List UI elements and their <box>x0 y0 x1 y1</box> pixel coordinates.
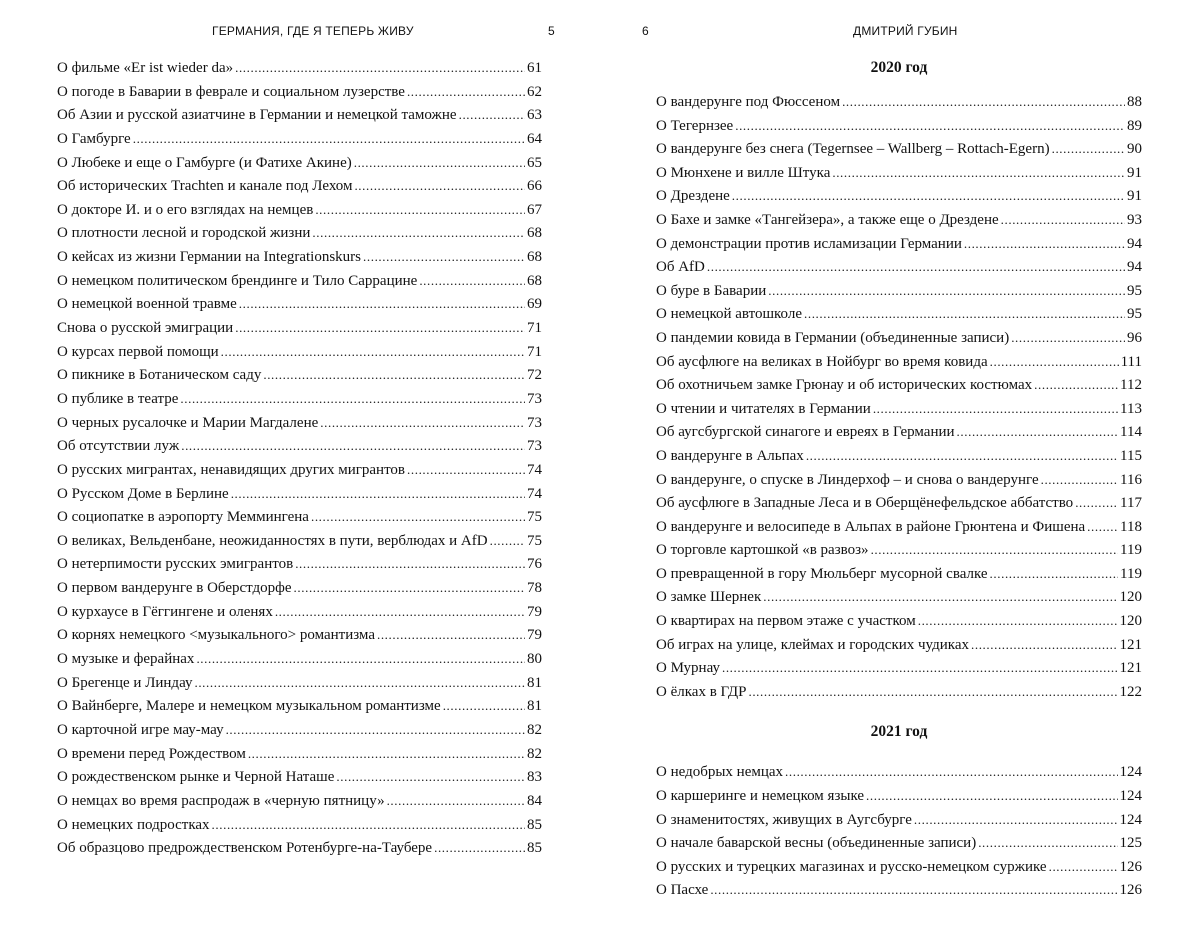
toc-entry-page: 75 <box>527 509 542 526</box>
toc-entry <box>57 103 542 127</box>
toc-entry-page: 83 <box>527 769 542 786</box>
dot-leader <box>1001 208 1125 233</box>
dot-leader <box>407 80 525 105</box>
dot-leader <box>871 538 1118 563</box>
toc-entry-title: О Бахе и замке «Тангейзера», а также еще о Дрездене <box>656 211 999 228</box>
toc-entry <box>57 221 542 245</box>
toc-entry-title: О каршеринге и немецком языке <box>656 788 865 805</box>
toc-entry-page: 121 <box>1119 636 1142 653</box>
toc-entry-page: 65 <box>527 154 542 171</box>
toc-entry-title: О начале баварской весны (объединенные записи) <box>656 835 977 852</box>
dot-leader <box>1052 137 1125 162</box>
toc-entry-page: 68 <box>527 272 542 289</box>
dot-leader <box>748 680 1117 705</box>
dot-leader <box>311 505 525 530</box>
toc-entry-page: 66 <box>527 178 542 195</box>
toc-entry <box>656 562 1142 586</box>
toc-entry-title: О карточной игре мау-мау <box>57 721 224 738</box>
toc-entry-page: 67 <box>527 201 542 218</box>
toc-entry-page: 119 <box>1120 565 1142 582</box>
toc-entry-page: 117 <box>1120 495 1142 512</box>
toc-entry-title: О Мурнау <box>656 660 720 677</box>
toc-entry-page: 126 <box>1119 858 1142 875</box>
toc-entry-page: 111 <box>1120 353 1142 370</box>
dot-leader <box>387 789 525 814</box>
toc-entry-title: Об AfD <box>656 259 705 276</box>
toc-entry-page: 81 <box>527 698 542 715</box>
right-page <box>600 0 1200 925</box>
toc-entry-title: О немецком политическом брендинге и Тило Саррацине <box>57 272 418 289</box>
toc-entry <box>656 808 1142 832</box>
toc-entry-title: О первом вандерунге в Оберстдорфе <box>57 580 292 597</box>
toc-entry <box>656 184 1142 208</box>
toc-entry <box>57 505 542 529</box>
toc-entry-title: О Дрездене <box>656 188 730 205</box>
dot-leader <box>490 529 525 554</box>
toc-entry-title: Снова о русской эмиграции <box>57 320 234 337</box>
dot-leader <box>732 184 1125 209</box>
toc-entry-page: 75 <box>527 532 542 549</box>
toc-entry-title: О музыке и ферайнах <box>57 651 195 668</box>
toc-entry <box>656 491 1142 515</box>
toc-entry-page: 114 <box>1120 424 1142 441</box>
toc-entry <box>57 387 542 411</box>
dot-leader <box>248 742 525 767</box>
dot-leader <box>235 56 525 81</box>
toc-entry-page: 90 <box>1127 141 1142 158</box>
toc-entry-page: 68 <box>527 249 542 266</box>
toc-entry <box>656 468 1142 492</box>
toc-entry-page: 94 <box>1127 259 1142 276</box>
toc-entry-page: 96 <box>1127 329 1142 346</box>
toc-entry-title: О демонстрации против исламизации Германии <box>656 235 962 252</box>
toc-entry <box>57 765 542 789</box>
toc-entry-page: 74 <box>527 461 542 478</box>
dot-leader <box>990 350 1119 375</box>
dot-leader <box>842 90 1125 115</box>
toc-entry <box>57 552 542 576</box>
toc-entry-title: О курсах первой помощи <box>57 343 219 360</box>
page-number: 6 <box>642 24 649 38</box>
toc-entry-page: 71 <box>527 343 542 360</box>
dot-leader <box>971 633 1118 658</box>
toc-entry-page: 91 <box>1127 188 1142 205</box>
dot-leader <box>785 760 1117 785</box>
dot-leader <box>336 765 525 790</box>
toc-entry <box>57 694 542 718</box>
toc-entry <box>656 161 1142 185</box>
dot-leader <box>1041 468 1118 493</box>
dot-leader <box>377 623 525 648</box>
toc-entry-title: Об аугсбургской синагоге и евреях в Германии <box>656 424 955 441</box>
toc-entry <box>57 174 542 198</box>
dot-leader <box>990 562 1119 587</box>
toc-entry <box>656 538 1142 562</box>
dot-leader <box>263 363 525 388</box>
toc-section-list <box>656 90 1142 703</box>
dot-leader <box>978 831 1117 856</box>
toc-entry-page: 72 <box>527 367 542 384</box>
dot-leader <box>354 174 525 199</box>
toc-entry-title: О кейсах из жизни Германии на Integrationskurs <box>57 249 362 266</box>
dot-leader <box>735 114 1125 139</box>
toc-entry <box>656 585 1142 609</box>
toc-entry <box>57 576 542 600</box>
toc-entry-title: О черных русалочке и Марии Магдалене <box>57 414 319 431</box>
toc-entry <box>656 855 1142 879</box>
toc-entry <box>57 292 542 316</box>
toc-entry-page: 85 <box>527 840 542 857</box>
toc-entry-page: 120 <box>1119 589 1142 606</box>
toc-entry-page: 88 <box>1127 94 1142 110</box>
dot-leader <box>275 600 525 625</box>
toc-entry <box>57 647 542 671</box>
toc-entry-title: О немецких подростках <box>57 816 210 833</box>
dot-leader <box>180 387 525 412</box>
toc-entry-title: О Пасхе <box>656 882 709 899</box>
dot-leader <box>763 585 1117 610</box>
dot-leader <box>315 198 525 223</box>
toc-entry <box>656 609 1142 633</box>
toc-section-list <box>656 760 1142 902</box>
toc-entry-title: О знаменитостях, живущих в Аугсбурге <box>656 811 912 828</box>
toc-entry <box>57 434 542 458</box>
table-of-contents <box>57 56 542 860</box>
toc-entry-title: О вандерунге под Фюссеном <box>656 94 841 110</box>
toc-entry-page: 115 <box>1120 447 1142 464</box>
toc-entry-title: О Русском Доме в Берлине <box>57 485 229 502</box>
section-heading: 2021 год <box>870 723 928 741</box>
toc-entry <box>656 515 1142 539</box>
toc-entry-title: О Брегенце и Линдау <box>57 674 193 691</box>
dot-leader <box>363 245 525 270</box>
dot-leader <box>354 151 525 176</box>
dot-leader <box>226 718 525 743</box>
toc-entry-title: О вандерунге в Альпах <box>656 447 804 464</box>
dot-leader <box>231 482 525 507</box>
toc-entry-title: О нетерпимости русских эмигрантов <box>57 556 294 573</box>
dot-leader <box>722 656 1118 681</box>
toc-entry <box>57 56 542 80</box>
dot-leader <box>707 255 1125 280</box>
dot-leader <box>1087 515 1118 540</box>
dot-leader <box>914 808 1118 833</box>
toc-entry-title: О докторе И. и о его взглядах на немцев <box>57 201 314 218</box>
dot-leader <box>804 302 1125 327</box>
toc-entry-title: О времени перед Рождеством <box>57 745 246 762</box>
toc-entry-title: Об образцово предрождественском Ротенбурге-на-Таубере <box>57 840 433 857</box>
dot-leader <box>221 340 525 365</box>
toc-entry <box>57 269 542 293</box>
toc-entry-page: 93 <box>1127 211 1142 228</box>
dot-leader <box>295 552 525 577</box>
toc-entry-title: О социопатке в аэропорту Меммингена <box>57 509 309 526</box>
toc-entry <box>656 878 1142 902</box>
toc-entry-page: 63 <box>527 107 542 124</box>
dot-leader <box>212 813 525 838</box>
toc-entry-title: Об отсутствии луж <box>57 438 180 455</box>
toc-entry <box>57 718 542 742</box>
toc-entry-page: 73 <box>527 438 542 455</box>
toc-entry-page: 113 <box>1120 400 1142 417</box>
toc-entry-page: 95 <box>1127 306 1142 323</box>
toc-entry <box>57 671 542 695</box>
toc-entry <box>57 316 542 340</box>
toc-entry <box>57 458 542 482</box>
toc-entry-title: О вандерунге и велосипеде в Альпах в районе Грюнтена и Фишена <box>656 518 1086 535</box>
toc-entry <box>57 623 542 647</box>
toc-entry-page: 79 <box>527 627 542 644</box>
toc-entry <box>656 420 1142 444</box>
dot-leader <box>196 647 525 672</box>
running-title: ГЕРМАНИЯ, ГДЕ Я ТЕПЕРЬ ЖИВУ <box>212 24 414 38</box>
dot-leader <box>866 784 1117 809</box>
toc-entry-title: О немцах во время распродаж в «черную пятницу» <box>57 792 385 809</box>
toc-entry-page: 126 <box>1119 882 1142 899</box>
toc-entry <box>57 340 542 364</box>
toc-entry-title: О пандемии ковида в Германии (объединенные записи) <box>656 329 1010 346</box>
toc-entry-page: 85 <box>527 816 542 833</box>
toc-entry-page: 69 <box>527 296 542 313</box>
dot-leader <box>443 694 525 719</box>
toc-entry <box>57 411 542 435</box>
toc-entry-page: 112 <box>1120 377 1142 394</box>
dot-leader <box>832 161 1125 186</box>
toc-entry <box>57 742 542 766</box>
dot-leader <box>133 127 525 152</box>
toc-entry <box>656 831 1142 855</box>
toc-entry-page: 73 <box>527 390 542 407</box>
toc-entry-title: О пикнике в Ботаническом саду <box>57 367 262 384</box>
dot-leader <box>768 279 1125 304</box>
toc-entry <box>57 529 542 553</box>
toc-entry-page: 121 <box>1119 660 1142 677</box>
toc-entry-page: 64 <box>527 130 542 147</box>
toc-entry-title: О ёлках в ГДР <box>656 683 747 700</box>
toc-entry <box>656 633 1142 657</box>
toc-entry <box>57 789 542 813</box>
toc-entry <box>656 656 1142 680</box>
toc-entry-title: О превращенной в гору Мюльберг мусорной свалке <box>656 565 988 582</box>
toc-entry <box>57 836 542 860</box>
toc-entry-title: О плотности лесной и городской жизни <box>57 225 311 242</box>
toc-entry <box>656 760 1142 784</box>
toc-entry-title: Об аусфлюге на великах в Нойбург во время ковида <box>656 353 988 370</box>
toc-entry <box>656 137 1142 161</box>
toc-entry <box>656 90 1142 114</box>
dot-leader <box>459 103 525 128</box>
toc-entry-page: 71 <box>527 320 542 337</box>
toc-entry-page: 116 <box>1120 471 1142 488</box>
toc-entry <box>656 397 1142 421</box>
toc-entry-page: 94 <box>1127 235 1142 252</box>
toc-entry-title: О русских и турецких магазинах и русско-немецком суржике <box>656 858 1047 875</box>
toc-entry-title: Об Азии и русской азиатчине в Германии и немецкой таможне <box>57 107 457 124</box>
toc-entry-title: Об охотничьем замке Грюнау и об исторических костюмах <box>656 377 1033 394</box>
dot-leader <box>710 878 1117 903</box>
toc-entry <box>656 302 1142 326</box>
toc-entry-page: 74 <box>527 485 542 502</box>
toc-entry-title: О Любеке и еще о Гамбурге (и Фатихе Акине) <box>57 154 352 171</box>
toc-entry-title: О чтении и читателях в Германии <box>656 400 871 417</box>
toc-entry-title: О рождественском рынке и Черной Наташе <box>57 769 335 786</box>
toc-entry <box>57 363 542 387</box>
toc-entry <box>656 208 1142 232</box>
toc-entry-page: 76 <box>527 556 542 573</box>
toc-entry-page: 124 <box>1119 764 1142 781</box>
toc-entry <box>656 114 1142 138</box>
toc-entry <box>656 232 1142 256</box>
toc-entry-page: 82 <box>527 745 542 762</box>
toc-entry-page: 95 <box>1127 282 1142 299</box>
table-of-contents <box>656 56 1142 902</box>
toc-entry-title: О Гамбурге <box>57 130 131 147</box>
toc-entry-page: 122 <box>1119 683 1142 700</box>
toc-entry-page: 119 <box>1120 542 1142 559</box>
toc-entry-title: О торговле картошкой «в развоз» <box>656 542 869 559</box>
toc-entry-title: О корнях немецкого <музыкального> романтизма <box>57 627 375 644</box>
dot-leader <box>294 576 525 601</box>
dot-leader <box>407 458 525 483</box>
dot-leader <box>1034 373 1118 398</box>
toc-entry <box>57 151 542 175</box>
dot-leader <box>194 671 525 696</box>
toc-entry-page: 79 <box>527 603 542 620</box>
toc-entry <box>57 813 542 837</box>
toc-entry <box>57 127 542 151</box>
toc-entry-title: О Тегернзее <box>656 117 734 134</box>
dot-leader <box>806 444 1118 469</box>
toc-entry-title: О вандерунге без снега (Tegernsee – Wallberg – Rottach-Egern) <box>656 141 1050 158</box>
toc-entry-page: 78 <box>527 580 542 597</box>
toc-entry <box>57 482 542 506</box>
toc-entry <box>656 255 1142 279</box>
toc-entry-page: 82 <box>527 721 542 738</box>
toc-entry-page: 89 <box>1127 117 1142 134</box>
dot-leader <box>873 397 1118 422</box>
toc-entry-title: О буре в Баварии <box>656 282 767 299</box>
toc-entry <box>57 600 542 624</box>
toc-entry-page: 91 <box>1127 164 1142 181</box>
dot-leader <box>312 221 525 246</box>
page-number: 5 <box>548 24 555 38</box>
dot-leader <box>239 292 525 317</box>
toc-entry-page: 80 <box>527 651 542 668</box>
toc-entry-title: О немецкой автошколе <box>656 306 802 323</box>
toc-entry <box>57 80 542 104</box>
dot-leader <box>1049 855 1118 880</box>
toc-entry-page: 125 <box>1119 835 1142 852</box>
toc-entry <box>656 444 1142 468</box>
dot-leader <box>957 420 1119 445</box>
toc-entry-page: 118 <box>1120 518 1142 535</box>
toc-entry <box>656 326 1142 350</box>
toc-entry-title: О немецкой военной травме <box>57 296 237 313</box>
toc-entry-title: О замке Шернек <box>656 589 762 606</box>
toc-entry-page: 61 <box>527 60 542 76</box>
running-title: ДМИТРИЙ ГУБИН <box>853 24 958 38</box>
toc-entry-page: 73 <box>527 414 542 431</box>
toc-entry-title: О вандерунге, о спуске в Линдерхоф – и снова о вандерунге <box>656 471 1039 488</box>
toc-entry-page: 84 <box>527 792 542 809</box>
toc-entry-title: О погоде в Баварии в феврале и социальном лузерстве <box>57 83 405 100</box>
toc-entry-title: О фильме «Er ist wieder da» <box>57 60 234 76</box>
toc-entry <box>656 373 1142 397</box>
toc-entry-title: Об играх на улице, клеймах и городских чудиках <box>656 636 969 653</box>
toc-entry <box>57 245 542 269</box>
toc-entry <box>656 350 1142 374</box>
toc-entry-title: О публике в театре <box>57 390 179 407</box>
toc-entry-page: 62 <box>527 83 542 100</box>
toc-entry-page: 124 <box>1119 788 1142 805</box>
dot-leader <box>320 411 525 436</box>
dot-leader <box>1011 326 1125 351</box>
section-heading: 2020 год <box>870 59 928 76</box>
toc-entry-title: О великах, Вельденбане, неожиданностях в пути, верблюдах и AfD <box>57 532 488 549</box>
toc-entry-title: О квартирах на первом этаже с участком <box>656 613 916 630</box>
toc-entry <box>656 680 1142 704</box>
toc-entry-title: Об аусфлюге в Западные Леса и в Оберщёнефельдское аббатство <box>656 495 1074 512</box>
dot-leader <box>235 316 525 341</box>
dot-leader <box>419 269 525 294</box>
toc-entry <box>656 279 1142 303</box>
dot-leader <box>181 434 525 459</box>
toc-entry-title: Об исторических Trachten и канале под Лехом <box>57 178 353 195</box>
dot-leader <box>1075 491 1118 516</box>
toc-entry-title: О Мюнхене и вилле Штука <box>656 164 831 181</box>
toc-entry-page: 68 <box>527 225 542 242</box>
dot-leader <box>434 836 525 861</box>
toc-entry-title: О недобрых немцах <box>656 764 784 781</box>
toc-entry <box>57 198 542 222</box>
dot-leader <box>918 609 1118 634</box>
toc-entry-title: О русских мигрантах, ненавидящих других мигрантов <box>57 461 406 478</box>
toc-entry <box>656 784 1142 808</box>
dot-leader <box>964 232 1125 257</box>
toc-entry-page: 124 <box>1119 811 1142 828</box>
toc-entry-title: О Вайнберге, Малере и немецком музыкальном романтизме <box>57 698 441 715</box>
toc-entry-page: 81 <box>527 674 542 691</box>
toc-entry-page: 120 <box>1119 613 1142 630</box>
toc-entry-title: О курхаусе в Гёггингене и оленях <box>57 603 273 620</box>
